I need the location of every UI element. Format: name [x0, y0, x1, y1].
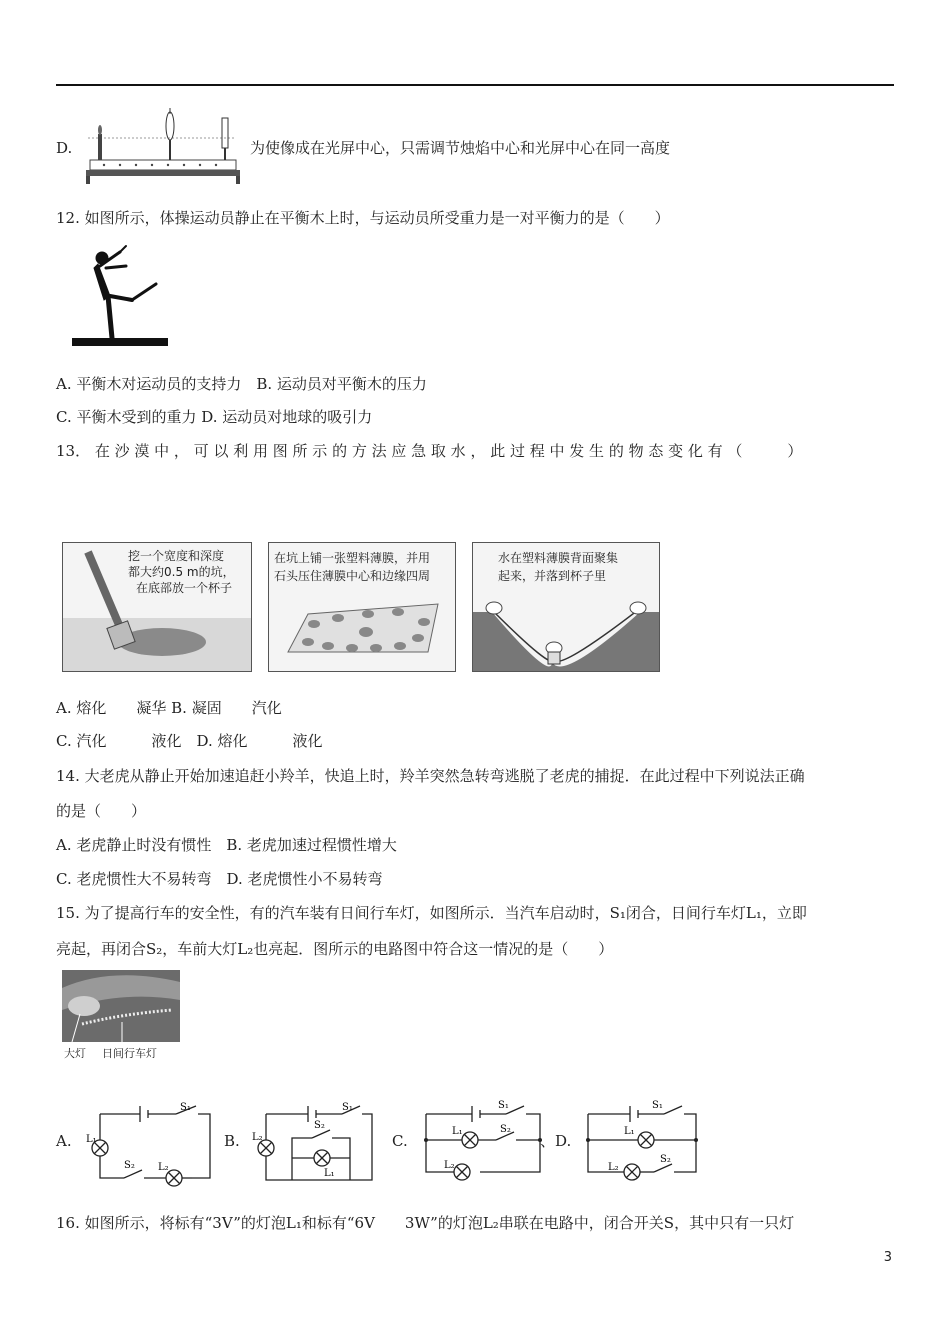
- q14-options-line1: A. 老虎静止时没有惯性 B. 老虎加速过程惯性增大: [56, 836, 397, 854]
- circuit-a-s2: S₂: [124, 1160, 135, 1171]
- circuit-b-label: B.: [224, 1132, 240, 1150]
- circuit-a-l1: L₁: [86, 1134, 97, 1145]
- q14-options-line2: C. 老虎惯性大不易转弯 D. 老虎惯性小不易转弯: [56, 870, 383, 888]
- gymnast-figure: [70, 240, 170, 350]
- q13-options-line1: A. 熔化 凝华 B. 凝固 汽化: [56, 699, 282, 717]
- circuit-b-l1: L₁: [324, 1168, 335, 1179]
- q13-panel2-line1: 在坑上铺一张塑料薄膜，并用: [274, 551, 431, 565]
- circuit-c-s1: S₁: [498, 1100, 509, 1111]
- q13-panel2-line2: 石头压住薄膜中心和边缘四周: [274, 569, 431, 583]
- q11-option-d-text: 为使像成在光屏中心，只需调节烛焰中心和光屏中心在同一高度: [250, 139, 671, 157]
- q13-panel3-line2: 起来，并落到杯子里: [498, 569, 607, 583]
- circuit-a: [84, 1098, 214, 1188]
- photo-caption-drl: 日间行车灯: [102, 1047, 157, 1060]
- circuit-a-s1: S₁: [180, 1102, 191, 1113]
- circuit-d: [578, 1098, 704, 1188]
- circuit-b-s2: S₂: [314, 1120, 325, 1131]
- q15-stem-line2: 亮起，再闭合S₂，车前大灯L₂也亮起．图所示的电路图中符合这一情况的是（ ）: [56, 940, 614, 958]
- page-number: 3: [883, 1250, 892, 1265]
- circuit-a-label: A.: [56, 1132, 72, 1150]
- q13-panel-3: [472, 542, 660, 672]
- q13-panel-1: [62, 542, 252, 672]
- q12-options-line1: A. 平衡木对运动员的支持力 B. 运动员对平衡木的压力: [56, 375, 427, 393]
- circuit-d-l2: L₂: [608, 1162, 619, 1173]
- circuit-c-label: C.: [392, 1132, 408, 1150]
- circuit-c-l1: L₁: [452, 1126, 463, 1137]
- circuit-b: [246, 1098, 378, 1188]
- q13-stem: 13． 在 沙 漠 中 ， 可 以 利 用 图 所 示 的 方 法 应 急 取 水 ， 此 过 程 中 发 生 的 物 态 变 化 有 （ ）: [56, 442, 803, 460]
- circuit-d-s2: S₂: [660, 1154, 671, 1165]
- q13-options-line2: C. 汽化 液化 D. 熔化 液化: [56, 732, 323, 750]
- q12-options-line2: C. 平衡木受到的重力 D. 运动员对地球的吸引力: [56, 408, 373, 426]
- q13-panel3-line1: 水在塑料薄膜背面聚集: [498, 551, 619, 565]
- q13-panel1-line2: 都大约0.5 m的坑，: [128, 565, 235, 579]
- circuit-d-l1: L₁: [624, 1126, 635, 1137]
- circuit-b-l2: L₂: [252, 1132, 263, 1143]
- optical-bench-figure: [84, 106, 244, 188]
- circuit-c-s2: S₂: [500, 1124, 511, 1135]
- q11-option-d-label: D.: [56, 139, 73, 157]
- circuit-d-label: 、D.: [540, 1132, 572, 1150]
- circuit-b-s1: S₁: [342, 1102, 353, 1113]
- header-rule: [56, 84, 894, 86]
- circuit-d-s1: S₁: [652, 1100, 663, 1111]
- q13-panel1-line3: 在底部放一个杯子: [136, 581, 233, 595]
- q16-stem-line1: 16. 如图所示，将标有“3V”的灯泡L₁和标有“6V 3W”的灯泡L₂串联在电路中，闭合开关S，其中只有一只灯: [56, 1214, 795, 1232]
- q14-stem-line1: 14. 大老虎从静止开始加速追赶小羚羊，快追上时，羚羊突然急转弯逃脱了老虎的捕捉．在此过程中下列说法正确: [56, 767, 805, 785]
- q15-stem-line1: 15. 为了提高行车的安全性，有的汽车装有日间行车灯，如图所示．当汽车启动时，S₁闭合，日间行车灯L₁，立即: [56, 904, 807, 922]
- circuit-a-l2: L₂: [158, 1162, 169, 1173]
- circuit-c: [416, 1098, 546, 1188]
- q13-panel1-line1: 挖一个宽度和深度: [128, 549, 225, 563]
- q12-stem: 12. 如图所示，体操运动员静止在平衡木上时，与运动员所受重力是一对平衡力的是（ ）: [56, 209, 670, 227]
- q14-stem-line2: 的是（ ）: [56, 802, 147, 820]
- circuit-c-l2: L₂: [444, 1160, 455, 1171]
- q13-panel-2: [268, 542, 456, 672]
- photo-caption-headlight: 大灯: [64, 1047, 86, 1060]
